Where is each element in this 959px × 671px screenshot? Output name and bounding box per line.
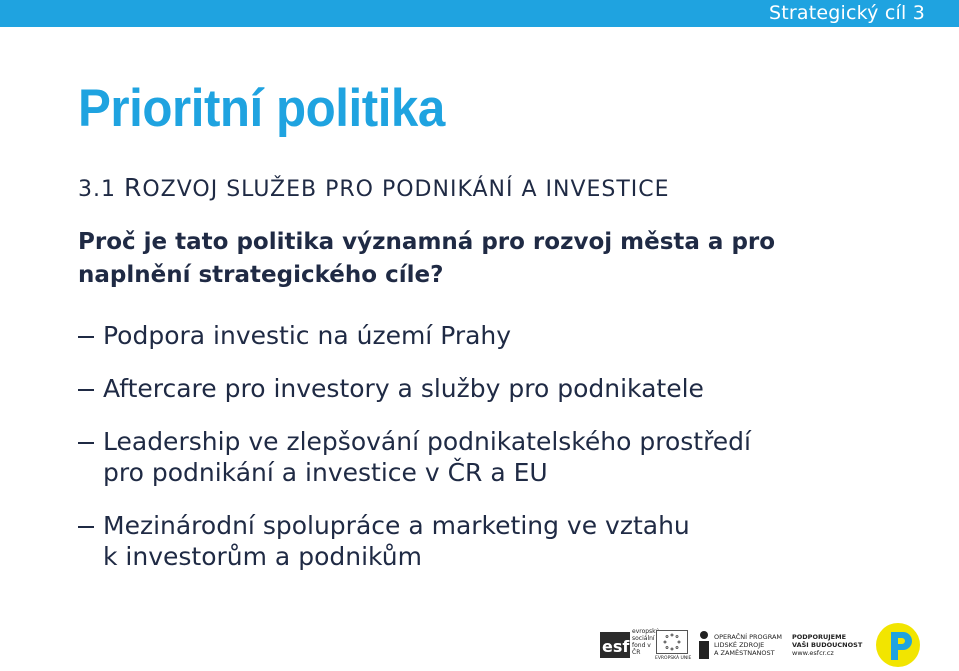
top-bar [0, 0, 959, 27]
bullet-text: Aftercare pro investory a služby pro podnikatele [103, 374, 704, 403]
dash-icon [78, 442, 94, 444]
esf-caption: evropský sociální fond v ČR [632, 628, 659, 656]
op-line-3: A ZAMĚSTNANOST [714, 649, 775, 657]
subtitle-rest: OZVOJ SLUŽEB PRO PODNIKÁNÍ A INVESTICE [142, 177, 670, 202]
bullet-text: Podpora investic na území Prahy [103, 321, 512, 350]
support-line-3: www.esfcr.cz [792, 649, 834, 657]
bullet-text: Mezinárodní spolupráce a marketing ve vztahu [103, 511, 690, 540]
dash-icon [78, 389, 94, 391]
eu-caption: EVROPSKÁ UNIE [655, 656, 692, 661]
list-item [78, 373, 878, 404]
bullet-text: Leadership ve zlepšování podnikatelského prostředí [103, 427, 751, 456]
footer-logos [600, 622, 940, 667]
dash-icon [78, 336, 94, 338]
page-title: Prioritní politika [78, 79, 445, 138]
subtitle-first-letter: R [123, 173, 143, 202]
bullet-list [78, 320, 878, 594]
dash-icon [78, 526, 94, 528]
list-item [78, 510, 878, 572]
bullet-text-continued: k investorům a podnikům [103, 542, 422, 571]
support-caption [792, 633, 862, 657]
esf-logo-text: esf [602, 637, 630, 656]
subtitle-number: 3.1 [78, 177, 124, 202]
seal-logo-icon [875, 622, 921, 668]
op-person-icon [697, 630, 711, 660]
bullet-text-continued: pro podnikání a investice v ČR a EU [103, 458, 548, 487]
section-subtitle [78, 173, 670, 202]
eu-flag-icon [656, 630, 688, 654]
op-caption [714, 633, 782, 657]
support-line-1: PODPORUJEME [792, 633, 847, 641]
list-item [78, 426, 878, 488]
op-line-2: LIDSKÉ ZDROJE [714, 641, 765, 649]
list-item [78, 320, 878, 351]
question-heading: Proč je tato politika významná pro rozvoj města a pro naplnění strategického cíle? [78, 229, 776, 288]
support-line-2: VAŠI BUDOUCNOST [792, 641, 863, 649]
op-line-1: OPERAČNÍ PROGRAM [714, 633, 783, 641]
section-label: Strategický cíl 3 [768, 2, 925, 24]
